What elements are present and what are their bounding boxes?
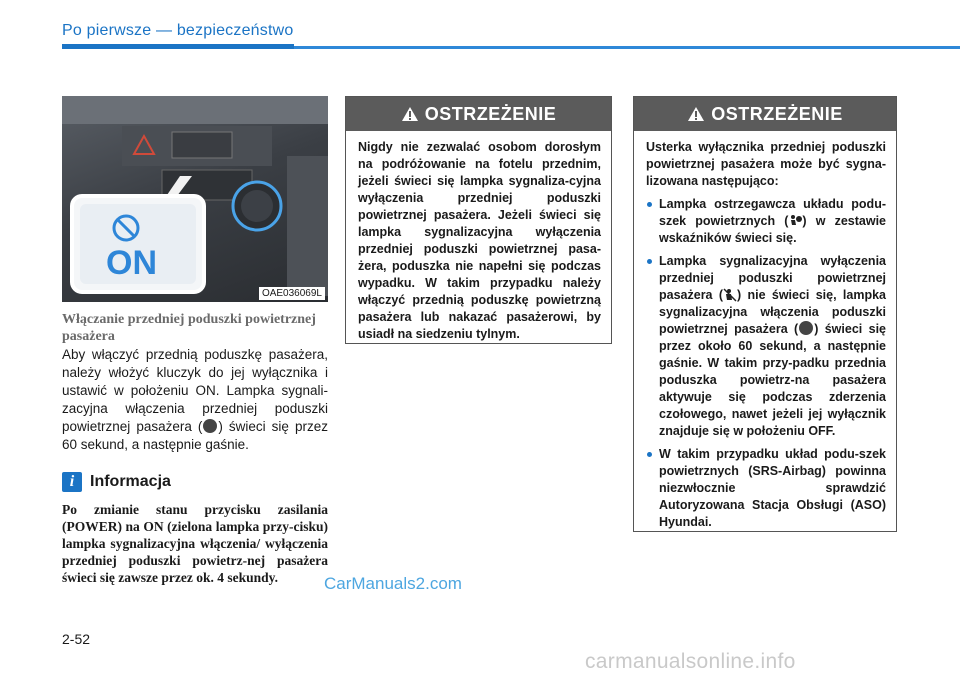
list-item — [646, 446, 886, 531]
info-text: Po zmianie stanu przycisku zasilania (POWER) na ON (zielona lampka przy-cisku) lampka sygnalizacyjna włączenia/ wyłączenia przedniej poduszki powietrz-nej pasażera świeci się zawsze przez ok. 4 sekundy. — [62, 502, 328, 585]
section-body — [62, 346, 328, 454]
info-title: Informacja — [90, 473, 171, 490]
bullet-2-part-b: ) nie świeci się, lampka sygnalizacyjna włączenia poduszki powietrznej pasażera ( — [659, 288, 886, 336]
list-item — [646, 253, 886, 440]
body-text-part2: ) świeci się przez 60 sekund, a następnie gaśnie. — [62, 419, 328, 452]
warning-box-2 — [633, 96, 897, 532]
warning-title-1: OSTRZEŻENIE — [424, 103, 557, 124]
warning-triangle-icon — [401, 106, 419, 122]
warning-box-1 — [345, 96, 612, 344]
watermark-carmanuals2: CarManuals2.com — [324, 574, 462, 593]
header-rule-accent — [62, 44, 294, 49]
warning-list-2 — [646, 196, 886, 531]
bullet-2-part-a: Lampka sygnalizacyjna wyłączenia przedniej poduszki powietrznej pasażera ( — [659, 254, 886, 302]
bullet-1-part-b: ) w zestawie wskaźników świeci się. — [659, 214, 886, 245]
list-item — [646, 196, 886, 247]
section-subhead: Włączanie przedniej poduszki powietrznej pasażera — [62, 312, 316, 344]
bullet-1-part-a: Lampka ostrzegawcza układu podu-szek powietrznych ( — [659, 197, 886, 228]
warning-intro-2: Usterka wyłącznika przedniej poduszki powietrznej pasażera może być sygna-lizowana następująco: — [646, 140, 886, 188]
airbag-on-icon — [799, 321, 813, 335]
warning-body-2 — [634, 131, 896, 545]
warning-text-1: Nigdy nie zezwalać osobom dorosłym na podróżowanie na fotelu przednim, jeżeli świeci się lampka sygnaliza-cyjna wyłączenia przedniej poduszki powietrznej pasażera. Jeżeli świeci się lampka sygnalizacyjna wyłączenia przedniej poduszki powietrznej pasa-żera, poduszka nie napełni się podczas wypadku. W takim przypadku należy włączyć przednią poduszkę powietrzną pasażera lub nakazać pasażerowi, by usiadł na siedzeniu tylnym. — [358, 140, 601, 341]
warning-triangle-icon — [687, 106, 705, 122]
warning-header-1 — [346, 97, 611, 131]
info-heading — [62, 471, 171, 493]
photo-caption: OAE036069L — [259, 287, 325, 300]
airbag-off-icon — [723, 288, 737, 302]
bullet-3: W takim przypadku układ podu-szek powietrznych (SRS-Airbag) powinna niezwłocznie sprawdzić Autoryzowana Stacja Obsługi (ASO) Hyundai. — [659, 447, 886, 529]
warning-title-2: OSTRZEŻENIE — [711, 103, 843, 124]
airbag-on-icon — [203, 419, 217, 433]
body-text-part1: Aby włączyć przednią poduszkę pasażera, należy włożyć kluczyk do jej wyłącznika i ustawić w położeniu ON. Lampka sygnali-zacyjna włączenia przedniej poduszki powietrznej pasażera ( — [62, 347, 328, 434]
bullet-2-part-c: ) świeci się przez około 60 sekund, a następnie gaśnie. W takim przy-padku przednia poduszka powietrz-na pasażera aktywuje się podczas zderzenia czołowego, nawet jeżeli jej wyłącznik znajduje się w położeniu OFF. — [659, 322, 887, 438]
info-icon: i — [62, 472, 82, 492]
warning-header-2 — [634, 97, 896, 131]
dashboard-illustration — [62, 96, 328, 302]
airbag-warning-icon — [788, 214, 802, 228]
watermark-carmanualsonline: carmanualsonline.info — [585, 650, 796, 673]
on-indicator: ON — [106, 244, 157, 282]
page-number: 2-52 — [62, 631, 91, 647]
header-title: Po pierwsze — bezpieczeństwo — [62, 22, 294, 39]
dashboard-photo — [62, 96, 328, 302]
